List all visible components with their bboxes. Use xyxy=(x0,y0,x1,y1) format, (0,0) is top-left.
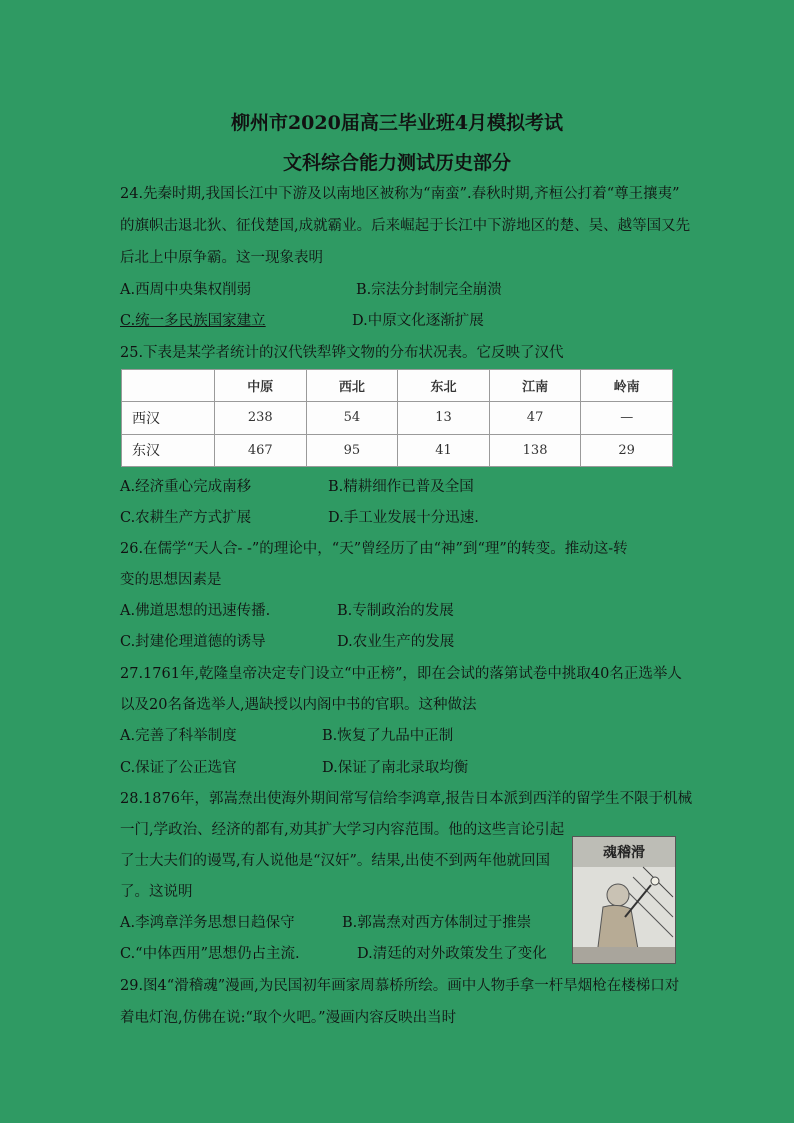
table-cell: — xyxy=(581,402,673,434)
q25-option-d: D.手工业发展十分迅速. xyxy=(328,510,479,526)
table-cell: 238 xyxy=(215,402,307,434)
q24-option-b: B.宗法分封制完全崩溃 xyxy=(356,282,502,298)
table-cell: 29 xyxy=(581,434,673,466)
q26-option-c: C.封建伦理道德的诱导 xyxy=(120,634,266,650)
table-cell: 41 xyxy=(398,434,490,466)
q24-option-c: C.统一多民族国家建立 xyxy=(120,313,266,329)
cartoon-drawing xyxy=(573,837,675,963)
q26-line-2: 变的思想因素是 xyxy=(120,572,222,588)
q26-line-1: 26.在儒学“天人合- -”的理论中，“天”曾经历了由“神”到“理”的转变。推动这-转 xyxy=(120,541,628,557)
q27-option-c: C.保证了公正选官 xyxy=(120,760,237,776)
table-cell: 47 xyxy=(489,402,581,434)
table-row-label: 西汉 xyxy=(122,402,215,434)
table-row xyxy=(122,434,673,466)
q27-line-2: 以及20名备选举人,遇缺授以内阁中书的官职。这种做法 xyxy=(120,697,477,713)
q24-line-2: 的旗帜击退北狄、征伐楚国,成就霸业。后来崛起于长江中下游地区的楚、吴、越等国又先 xyxy=(120,218,691,234)
table-header-row xyxy=(122,370,673,402)
q24-option-d: D.中原文化逐渐扩展 xyxy=(352,313,484,329)
q28-option-b: B.郭嵩焘对西方体制过于推崇 xyxy=(342,915,532,931)
table-row xyxy=(122,402,673,434)
table-cell: 13 xyxy=(398,402,490,434)
cartoon-caption: 魂稽滑 xyxy=(603,845,645,861)
table-row-label: 东汉 xyxy=(122,434,215,466)
table-cell: 138 xyxy=(489,434,581,466)
table-header-cell: 江南 xyxy=(489,370,581,402)
q28-line-3: 了士大夫们的谩骂,有人说他是“汉奸”。结果,出使不到两年他就回国 xyxy=(120,853,551,869)
q28-line-4: 了。这说明 xyxy=(120,884,193,900)
q28-line-2: 一门,学政治、经济的都有,劝其扩大学习内容范围。他的这些言论引起 xyxy=(120,822,565,838)
q25-option-a: A.经济重心完成南移 xyxy=(120,479,252,495)
q26-option-b: B.专制政治的发展 xyxy=(337,603,454,619)
table-header-cell: 西北 xyxy=(306,370,398,402)
q28-option-a: A.李鸿章洋务思想日趋保守 xyxy=(120,915,295,931)
q25-option-c: C.农耕生产方式扩展 xyxy=(120,510,252,526)
page-subtitle: 文科综合能力测试历史部分 xyxy=(282,152,511,174)
table-cell: 54 xyxy=(306,402,398,434)
q26-option-d: D.农业生产的发展 xyxy=(337,634,455,650)
q27-option-a: A.完善了科举制度 xyxy=(120,728,237,744)
q24-line-1: 24.先秦时期,我国长江中下游及以南地区被称为“南蛮”.春秋时期,齐桓公打着“尊王攘夷” xyxy=(120,186,680,202)
q24-option-a: A.西周中央集权削弱 xyxy=(120,282,252,298)
q25-stem: 25.下表是某学者统计的汉代铁犁铧文物的分布状况表。它反映了汉代 xyxy=(120,345,564,361)
table-header-cell: 中原 xyxy=(215,370,307,402)
q27-line-1: 27.1761年,乾隆皇帝决定专门设立“中正榜”，即在会试的落第试卷中挑取40名正选举人 xyxy=(120,666,682,682)
q28-option-d: D.清廷的对外政策发生了变化 xyxy=(357,946,547,962)
q29-line-1: 29.图4“滑稽魂”漫画,为民国初年画家周慕桥所绘。画中人物手拿一杆旱烟枪在楼梯口对 xyxy=(120,978,680,994)
q29-line-2: 着电灯泡,仿佛在说:“取个火吧。”漫画内容反映出当时 xyxy=(120,1010,457,1026)
q28-option-c: C.“中体西用”思想仍占主流. xyxy=(120,946,300,962)
table-header-cell: 岭南 xyxy=(581,370,673,402)
page-title: 柳州市2020届高三毕业班4月模拟考试 xyxy=(230,112,564,134)
table-cell: 467 xyxy=(215,434,307,466)
q28-line-1: 28.1876年，郭嵩焘出使海外期间常写信给李鸿章,报告日本派到西洋的留学生不限于机械 xyxy=(120,791,693,807)
table-cell: 95 xyxy=(306,434,398,466)
plough-distribution-table xyxy=(121,369,673,467)
cartoon-image xyxy=(572,836,676,964)
q25-option-b: B.精耕细作已普及全国 xyxy=(328,479,474,495)
q24-line-3: 后北上中原争霸。这一现象表明 xyxy=(120,250,323,266)
q27-option-b: B.恢复了九品中正制 xyxy=(322,728,454,744)
table-header-cell xyxy=(122,370,215,402)
table-header-cell: 东北 xyxy=(398,370,490,402)
q26-option-a: A.佛道思想的迅速传播. xyxy=(120,603,271,619)
q27-option-d: D.保证了南北录取均衡 xyxy=(322,760,469,776)
